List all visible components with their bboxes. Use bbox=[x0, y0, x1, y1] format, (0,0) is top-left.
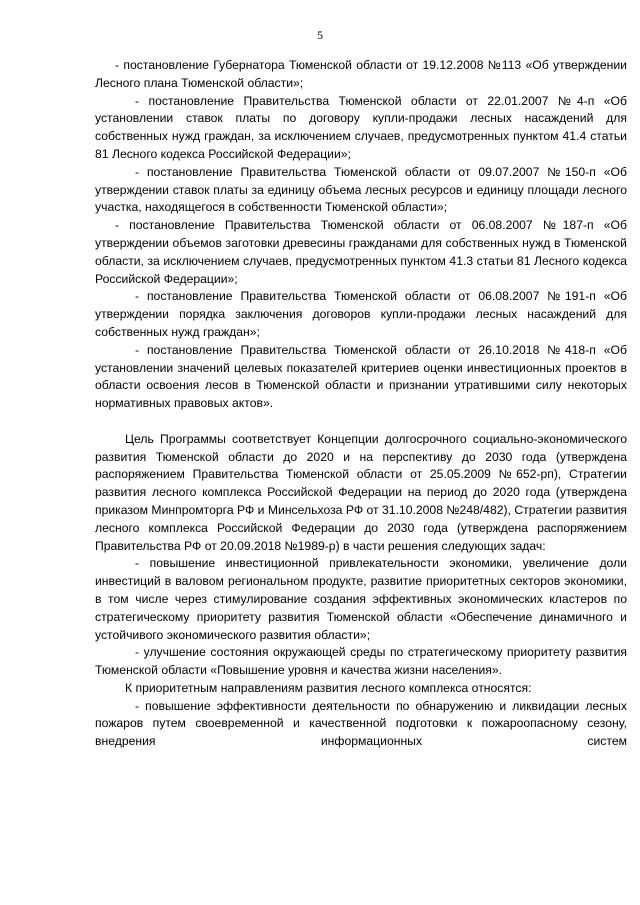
program-goal-paragraph: Цель Программы соответствует Концепции долгосрочного социально-экономического развития Тюменской области до 2020 и на перспективу до 2030 года (утверждена распоряжением Правительства Тюменской области от 25.05.2009 №652-рп), Стратегии развития лесного комплекса Российской Федерации на период до 2020 года (утверждена приказом Минпромторга РФ и Минсельхоза РФ от 31.10.2008 №248/482), Стратегии развития лесного комплекса Российской Федерации до 2030 года (утверждена распоряжением Правительства РФ от 20.09.2018 №1989-р) в части решения следующих задач: bbox=[95, 431, 627, 553]
task-item-environment: - улучшение состояния окружающей среды по стратегическому приоритету развития Тюменской области «Повышение уровня и качества жизни населения». bbox=[95, 645, 627, 678]
list-item-decree-150p: - постановление Правительства Тюменской области от 09.07.2007 №150-п «Об утверждении ставок платы за единицу объема лесных ресурсов и единицу площади лесного участка, находящегося в собственности Тюменской области»; bbox=[95, 164, 627, 215]
list-item-decree-191p: - постановление Правительства Тюменской области от 06.08.2007 №191-п «Об утверждении порядка заключения договоров купли-продажи лесных насаждений для собственных нужд граждан»; bbox=[95, 289, 627, 339]
list-item-governor-decree-113: - постановление Губернатора Тюменской области от 19.12.2008 №113 «Об утверждении Лесного плана Тюменской области»; bbox=[95, 58, 627, 90]
list-item-decree-418p: - постановление Правительства Тюменской области от 26.10.2018 №418-п «Об установлении значений целевых показателей критериев оценки инвестиционных проектов в области освоения лесов в Тюменской области и признании утратившими силу некоторых нормативных правовых актов». bbox=[95, 342, 627, 411]
priority-directions-heading: К приоритетным направлениям развития лесного комплекса относятся: bbox=[125, 680, 532, 695]
list-item-decree-187p: - постановление Правительства Тюменской области от 06.08.2007 №187-п «Об утверждении объемов заготовки древесины гражданами для собственных нужд в Тюменской области, за исключением случаев, предусмотренных пунктом 41.3 статьи 81 Лесного кодекса Российской Федерации»; bbox=[95, 218, 627, 286]
task-item-investment: - повышение инвестиционной привлекательности экономики, увеличение доли инвестиций в валовом региональном продукте, развитие приоритетных секторов экономики, в том числе через стимулирование создания эффективных экономических кластеров по стратегическому приоритету развития Тюменской области «Обеспечение динамичного и устойчивого экономического развития области»; bbox=[95, 556, 627, 642]
page-number: 5 bbox=[317, 28, 323, 42]
list-item-decree-4p: - постановление Правительства Тюменской области от 22.01.2007 №4-п «Об установлении ставок платы по договору купли-продажи лесных насаждений для собственных нужд граждан, за исключением случаев, предусмотренных пунктом 41.4 статьи 81 Лесного кодекса Российской Федерации»; bbox=[95, 93, 627, 161]
document-body bbox=[95, 57, 627, 751]
priority-item-fire-detection: - повышение эффективности деятельности по обнаружению и ликвидации лесных пожаров путем своевременной и качественной подготовки к пожароопасному сезону, внедрения информационных систем bbox=[95, 698, 627, 749]
